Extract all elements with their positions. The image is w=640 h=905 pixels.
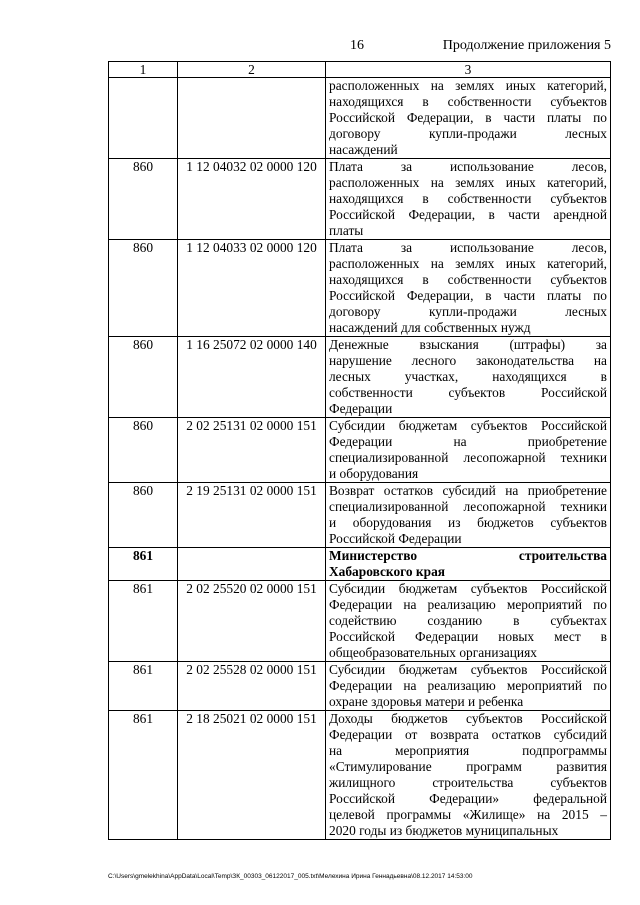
income-description [326,581,611,662]
description-line: на мероприятия подпрограммы [329,743,607,758]
code-administrator: 860 [109,418,178,483]
table-row [109,240,611,337]
description-line: Федерации на реализацию мероприятий по [329,597,607,612]
income-description [326,337,611,418]
description-line: специализированной лесопожарной техники [329,499,607,514]
table-row [109,581,611,662]
table-row [109,711,611,840]
description-line: насаждений для собственных нужд [329,320,531,335]
table-row [109,483,611,548]
description-line: находящихся в собственности субъектов [329,272,607,287]
description-line: Возврат остатков субсидий на приобретение [329,483,607,498]
description-line: общеобразовательных организациях [329,645,537,660]
table-header-row [109,62,611,78]
description-line: Российской Федерации, в части платы по [329,110,607,125]
table-row [109,337,611,418]
description-line: Министерство строительства [329,548,607,563]
code-budget-classification: 2 19 25131 02 0000 151 [178,483,326,548]
income-description [326,159,611,240]
continuation-title: Продолжение приложения 5 [442,38,611,53]
description-line: Российской Федерации [329,531,462,546]
description-line: жилищного строительства субъектов [329,775,607,790]
column-header-3: 3 [326,62,611,78]
code-budget-classification [178,78,326,159]
table-row [109,662,611,711]
description-line: Денежные взыскания (штрафы) за [329,337,607,352]
code-administrator: 861 [109,548,178,581]
description-line: договору купли-продажи лесных [329,126,607,141]
description-line: и оборудования [329,466,419,481]
description-line: Доходы бюджетов субъектов Российской [329,711,607,726]
description-line: и оборудования из бюджетов субъектов [329,515,607,530]
description-line: собственности субъектов Российской [329,385,607,400]
code-budget-classification: 1 12 04032 02 0000 120 [178,159,326,240]
codes-table [108,61,611,840]
income-description [326,240,611,337]
description-line: специализированной лесопожарной техники [329,450,607,465]
description-line: Российской Федерации, в части арендной [329,207,607,222]
description-line: нарушение лесного законодательства на [329,353,607,368]
table-row [109,159,611,240]
description-line: насаждений [329,142,398,157]
description-line: платы [329,223,364,238]
table-row [109,418,611,483]
description-line: 2020 годы из бюджетов муниципальных [329,823,559,838]
code-administrator: 860 [109,159,178,240]
description-line: договору купли-продажи лесных [329,304,607,319]
description-line: находящихся в собственности субъектов [329,191,607,206]
description-line: Федерации [329,401,393,416]
code-administrator: 861 [109,662,178,711]
description-line: расположенных на землях иных категорий, [329,256,607,271]
description-line: Российской Федерации новых мест в [329,629,607,644]
table-row [109,548,611,581]
code-administrator: 860 [109,240,178,337]
description-line: целевой программы «Жилище» на 2015 – [329,807,607,822]
income-description [326,711,611,840]
code-budget-classification: 1 12 04033 02 0000 120 [178,240,326,337]
file-path-footer: C:\Users\gmelekhina\AppData\Local\Temp\ЗК_00303_06122017_005.txt\Мелехина Ирина Геннадьевна\08.12.2017 14:53:00 [108,873,473,880]
column-header-1: 1 [109,62,178,78]
code-budget-classification: 2 02 25520 02 0000 151 [178,581,326,662]
income-description [326,418,611,483]
income-description [326,548,611,581]
description-line: Субсидии бюджетам субъектов Российской [329,581,607,596]
code-budget-classification [178,548,326,581]
description-line: Федерации на приобретение [329,434,607,449]
description-line: лесных участках, находящихся в [329,369,607,384]
code-administrator: 860 [109,337,178,418]
code-budget-classification: 2 02 25528 02 0000 151 [178,662,326,711]
description-line: расположенных на землях иных категорий, [329,78,607,93]
income-description [326,483,611,548]
description-line: Плата за использование лесов, [329,240,607,255]
page-header [0,38,640,56]
code-administrator [109,78,178,159]
description-line: находящихся в собственности субъектов [329,94,607,109]
description-line: «Стимулирование программ развития [329,759,607,774]
description-line: Субсидии бюджетам субъектов Российской [329,418,607,433]
code-budget-classification: 2 18 25021 02 0000 151 [178,711,326,840]
description-line: Федерации на реализацию мероприятий по [329,678,607,693]
description-line: охране здоровья матери и ребенка [329,694,524,709]
code-administrator: 861 [109,581,178,662]
income-description [326,662,611,711]
code-administrator: 861 [109,711,178,840]
description-line: Российской Федерации» федеральной [329,791,607,806]
description-line: расположенных на землях иных категорий, [329,175,607,190]
column-header-2: 2 [178,62,326,78]
description-line: Федерации от возврата остатков субсидий [329,727,607,742]
income-description [326,78,611,159]
table-row [109,78,611,159]
code-budget-classification: 2 02 25131 02 0000 151 [178,418,326,483]
description-line: Российской Федерации, в части платы по [329,288,607,303]
description-line: Плата за использование лесов, [329,159,607,174]
code-administrator: 860 [109,483,178,548]
description-line: Субсидии бюджетам субъектов Российской [329,662,607,677]
page-number: 16 [350,38,364,53]
description-line: Хабаровского края [329,564,446,579]
description-line: содействию созданию в субъектах [329,613,607,628]
code-budget-classification: 1 16 25072 02 0000 140 [178,337,326,418]
